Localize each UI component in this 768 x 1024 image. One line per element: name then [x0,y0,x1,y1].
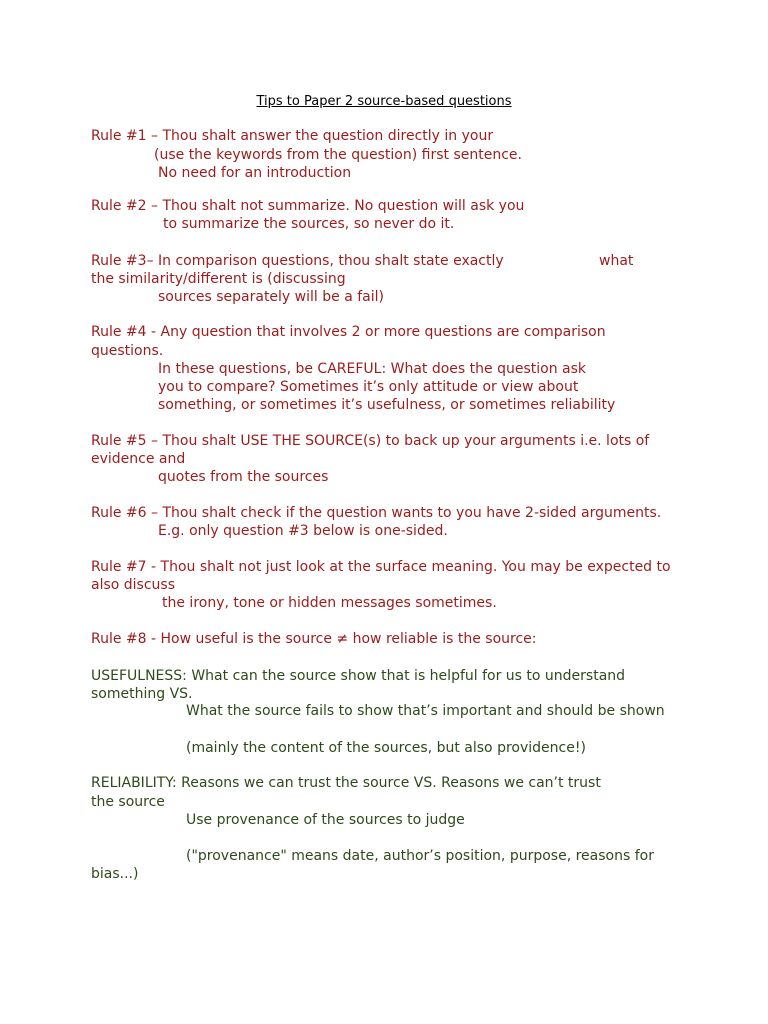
rule-3-line-3: sources separately will be a fail) [158,289,384,305]
rule-6-line-2: E.g. only question #3 below is one-sided. [158,523,448,539]
rule-3-line-1-end: what [599,253,634,269]
rule-5-line-2: evidence and [91,451,186,467]
rule-6-line-1: Rule #6 – Thou shalt check if the question wants to you have 2-sided arguments. [91,505,662,521]
rule-4-line-3: In these questions, be CAREFUL: What does the question ask [158,361,586,377]
reliability-line-1: RELIABILITY: Reasons we can trust the source VS. Reasons we can’t trust [91,775,601,791]
rule-5-line-1: Rule #5 – Thou shalt USE THE SOURCE(s) to back up your arguments i.e. lots of [91,433,650,449]
rule-7-line-3: the irony, tone or hidden messages sometimes. [162,595,497,611]
rule-1-line-2: (use the keywords from the question) first sentence. [154,147,522,163]
rule-1-line-3: No need for an introduction [158,165,352,181]
rule-3-line-2: the similarity/different is (discussing [91,271,346,287]
rule-4-line-1: Rule #4 - Any question that involves 2 or more questions are comparison [91,324,606,340]
reliability-line-3: Use provenance of the sources to judge [186,812,465,828]
document-title: Tips to Paper 2 source-based questions [256,94,512,109]
rule-2-line-1: Rule #2 – Thou shalt not summarize. No question will ask you [91,198,525,214]
usefulness-line-2: something VS. [91,686,193,702]
rule-2-line-2: to summarize the sources, so never do it. [163,216,455,232]
rule-7-line-2: also discuss [91,577,176,593]
rule-7-line-1: Rule #7 - Thou shalt not just look at the surface meaning. You may be expected to [91,559,671,575]
rule-4-line-2: questions. [91,343,164,359]
rule-1-line-1: Rule #1 – Thou shalt answer the question directly in your [91,128,494,144]
usefulness-line-4: (mainly the content of the sources, but also providence!) [186,740,586,756]
rule-4-line-5: something, or sometimes it’s usefulness, or sometimes reliability [158,397,616,413]
rule-5-line-3: quotes from the sources [158,469,329,485]
usefulness-line-3: What the source fails to show that’s important and should be shown [186,703,665,719]
usefulness-line-1: USEFULNESS: What can the source show that is helpful for us to understand [91,668,626,684]
rule-3-line-1: Rule #3– In comparison questions, thou shalt state exactly [91,253,504,269]
reliability-line-4: ("provenance" means date, author’s position, purpose, reasons for [186,848,654,864]
rule-4-line-4: you to compare? Sometimes it’s only attitude or view about [158,379,579,395]
rule-8-line-1: Rule #8 - How useful is the source ≠ how reliable is the source: [91,631,537,647]
reliability-line-2: the source [91,794,165,810]
reliability-line-5: bias...) [91,866,139,882]
